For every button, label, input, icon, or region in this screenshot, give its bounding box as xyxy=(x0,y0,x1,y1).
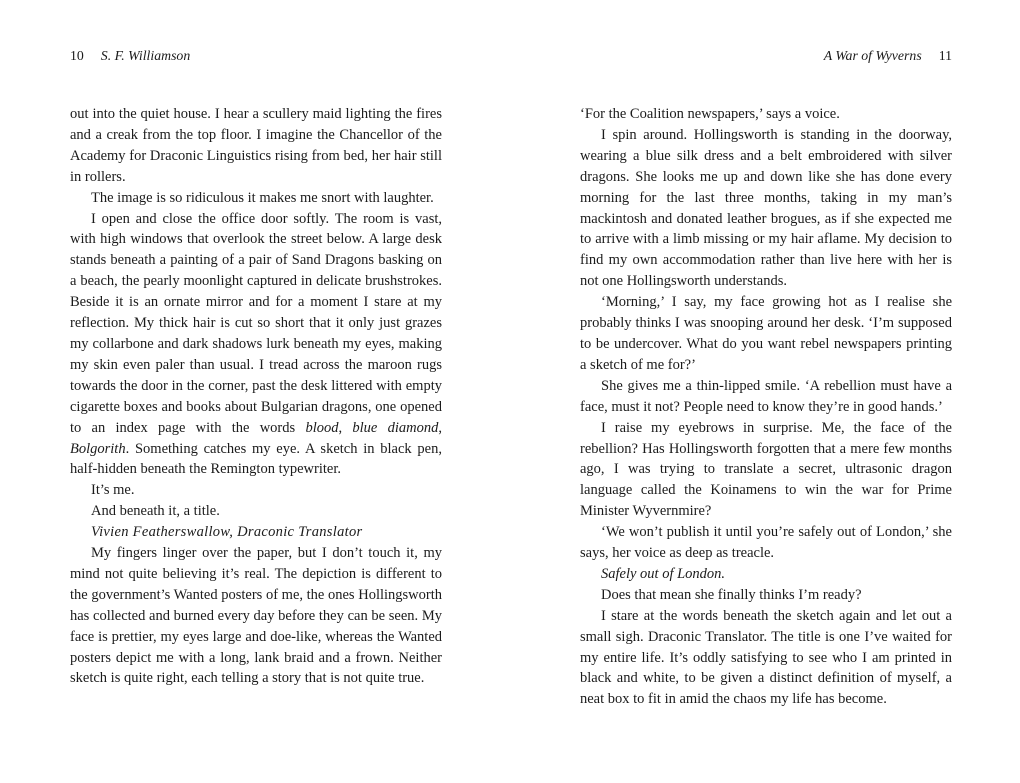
text-run: I spin around. Hollingsworth is standing in the doorway, wearing a blue silk dress and a belt embroidered with silver dragons. She looks me up and down like she has done every morning for the last three months, taking in my man’s mackintosh and donated leather brogues, as if she expected me to arrive with a limb missing or my hair aflame. My decision to find my own accommodation rather than live here with her is not one Hollingsworth understands. xyxy=(580,126,952,290)
paragraph xyxy=(70,209,442,481)
text-run: It’s me. xyxy=(91,482,135,499)
italic-text-run: Safely out of London. xyxy=(601,565,726,582)
text-run: ‘We won’t publish it until you’re safely out of London,’ she says, her voice as deep as treacle. xyxy=(580,524,952,562)
page-right-text-body xyxy=(580,104,952,710)
paragraph xyxy=(580,104,952,125)
paragraph xyxy=(580,125,952,292)
text-run: She gives me a thin-lipped smile. ‘A rebellion must have a face, must it not? People need to know they’re in good hands.’ xyxy=(580,377,952,415)
text-run: out into the quiet house. I hear a scullery maid lighting the fires and a creak from the top floor. I imagine the Chancellor of the Academy for Draconic Linguistics rising from bed, her hair still in rollers. xyxy=(70,106,442,185)
text-run: My fingers linger over the paper, but I don’t touch it, my mind not quite believing it’s real. The depiction is different to the government’s Wanted posters of me, the ones Hollingsworth has collected and burned every day before they can be seen. My face is prettier, my eyes large and doe-like, whereas the Wanted posters depict me with a long, lank braid and a frown. Neither sketch is quite right, each telling a story that is not quite true. xyxy=(70,545,442,687)
paragraph xyxy=(580,292,952,376)
running-header-right xyxy=(580,48,952,64)
text-run: ‘For the Coalition newspapers,’ says a voice. xyxy=(580,106,840,122)
text-run: ‘Morning,’ I say, my face growing hot as I realise she probably thinks I was snooping around her desk. ‘I’m supposed to be undercover. What do you want rebel newspapers printing a sketch of me for?’ xyxy=(580,294,952,373)
italic-text-run: blood xyxy=(305,419,339,436)
running-book-title: A War of Wyverns xyxy=(823,48,922,63)
paragraph xyxy=(70,501,442,522)
text-run: The image is so ridiculous it makes me snort with laughter. xyxy=(91,189,434,206)
paragraph xyxy=(70,480,442,501)
running-author-name: S. F. Williamson xyxy=(100,48,191,63)
text-run: , xyxy=(438,419,442,436)
page-number-left: 10 xyxy=(70,48,84,63)
paragraph xyxy=(70,522,442,543)
text-run: I raise my eyebrows in surprise. Me, the face of the rebellion? Has Hollingsworth forgotten that a mere few months ago, I was trying to translate a secret, ultrasonic dragon language called the Koinamens to win the war for Prime Minister Wyvernmire? xyxy=(580,419,952,520)
text-run: , xyxy=(338,419,353,436)
italic-text-run: blue diamond xyxy=(352,419,439,436)
paragraph xyxy=(580,585,952,606)
page-number-right: 11 xyxy=(938,48,952,63)
paragraph xyxy=(580,418,952,523)
text-run: Does that mean she finally thinks I’m ready? xyxy=(601,586,862,603)
handwritten-title-text: Vivien Featherswallow, Draconic Translator xyxy=(91,524,363,541)
paragraph xyxy=(70,188,442,209)
paragraph xyxy=(580,376,952,418)
page-left-text-body xyxy=(70,104,442,689)
paragraph xyxy=(580,606,952,711)
text-run: I open and close the office door softly. The room is vast, with high windows that overlook the street below. A large desk stands beneath a painting of a pair of Sand Dragons basking on a beach, the pearly moonlight captured in delicate brushstrokes. Beside it is an ornate mirror and for a moment I stare at my reflection. My thick hair is cut so short that it only just grazes my collarbone and dark shadows lurk beneath my eyes, making my skin even paler than usual. I tread across the maroon rugs towards the door in the corner, past the desk littered with empty cigarette boxes and books about Bulgarian dragons, one opened to an index page with the words xyxy=(70,210,442,436)
text-run: I stare at the words beneath the sketch again and let out a small sigh. Draconic Translator. The title is one I’ve waited for my entire life. It’s oddly satisfying to see who I am printed in black and white, to be given a distinct definition of myself, a neat box to fit in amid the chaos my life has become. xyxy=(580,607,952,708)
text-run: . Something catches my eye. A sketch in black pen, half-hidden beneath the Remington typewriter. xyxy=(70,440,442,478)
text-run: And beneath it, a title. xyxy=(91,503,220,520)
running-header-left xyxy=(70,48,190,64)
paragraph xyxy=(580,522,952,564)
italic-text-run: Bolgorith xyxy=(70,440,126,457)
paragraph xyxy=(580,564,952,585)
paragraph xyxy=(70,543,442,689)
paragraph xyxy=(70,104,442,188)
